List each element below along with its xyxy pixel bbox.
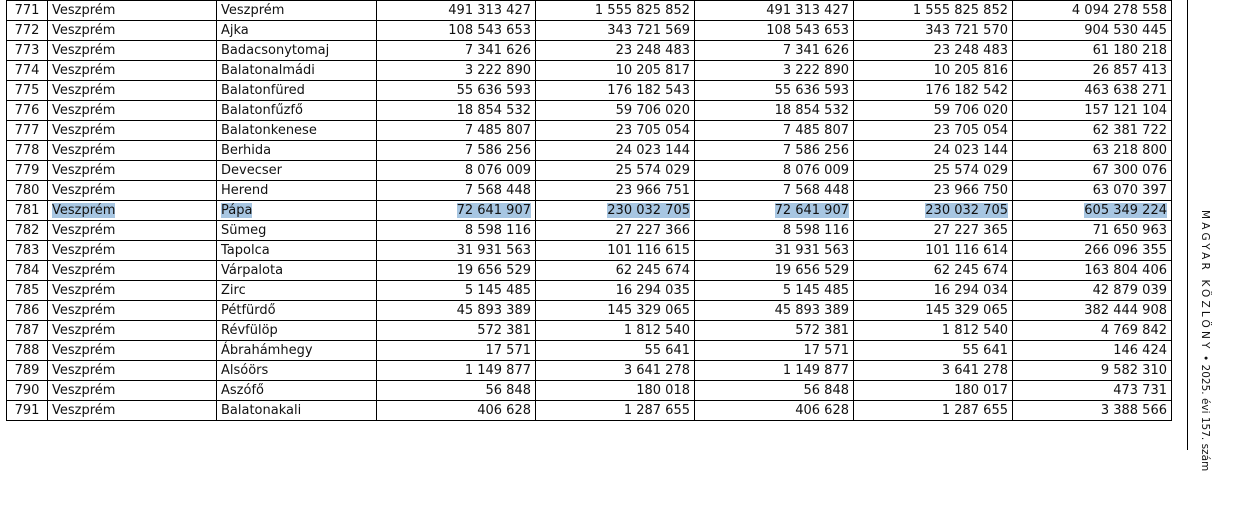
value-cell-3: 108 543 653 [695, 21, 854, 41]
town-cell: Alsóörs [217, 361, 377, 381]
value-cell-2: 1 287 655 [536, 401, 695, 421]
value-cell-4 [854, 201, 1013, 221]
table-row [7, 121, 1172, 141]
value-cell-3: 55 636 593 [695, 81, 854, 101]
table-row [7, 21, 1172, 41]
value-cell-4: 3 641 278 [854, 361, 1013, 381]
value-cell-total: 9 582 310 [1013, 361, 1172, 381]
county-cell [48, 201, 217, 221]
highlighted-text: Pápa [221, 203, 253, 218]
value-cell-total: 473 731 [1013, 381, 1172, 401]
value-cell-2: 343 721 569 [536, 21, 695, 41]
row-number: 771 [7, 1, 48, 21]
value-cell-total: 157 121 104 [1013, 101, 1172, 121]
county-cell: Veszprém [48, 61, 217, 81]
table-row [7, 41, 1172, 61]
value-cell-4: 23 966 750 [854, 181, 1013, 201]
town-cell: Ábrahámhegy [217, 341, 377, 361]
town-cell: Badacsonytomaj [217, 41, 377, 61]
county-cell: Veszprém [48, 221, 217, 241]
table-row [7, 81, 1172, 101]
town-cell: Várpalota [217, 261, 377, 281]
value-cell-1: 45 893 389 [377, 301, 536, 321]
table-row [7, 361, 1172, 381]
value-cell-4: 25 574 029 [854, 161, 1013, 181]
county-cell: Veszprém [48, 1, 217, 21]
town-cell: Ajka [217, 21, 377, 41]
row-number: 772 [7, 21, 48, 41]
highlighted-text: 72 641 907 [774, 203, 849, 218]
town-cell: Veszprém [217, 1, 377, 21]
issue-number: 2025. évi 157. szám [1199, 364, 1211, 472]
table-row [7, 161, 1172, 181]
county-cell: Veszprém [48, 181, 217, 201]
value-cell-1: 7 485 807 [377, 121, 536, 141]
county-cell: Veszprém [48, 241, 217, 261]
county-cell: Veszprém [48, 381, 217, 401]
value-cell-total: 3 388 566 [1013, 401, 1172, 421]
value-cell-4: 62 245 674 [854, 261, 1013, 281]
value-cell-3: 5 145 485 [695, 281, 854, 301]
town-cell: Aszófő [217, 381, 377, 401]
value-cell-4: 145 329 065 [854, 301, 1013, 321]
value-cell-4: 16 294 034 [854, 281, 1013, 301]
row-number: 777 [7, 121, 48, 141]
value-cell-3: 31 931 563 [695, 241, 854, 261]
value-cell-2: 23 705 054 [536, 121, 695, 141]
value-cell-total: 62 381 722 [1013, 121, 1172, 141]
value-cell-2: 24 023 144 [536, 141, 695, 161]
value-cell-3: 8 076 009 [695, 161, 854, 181]
town-cell: Tapolca [217, 241, 377, 261]
county-cell: Veszprém [48, 401, 217, 421]
value-cell-total: 904 530 445 [1013, 21, 1172, 41]
row-number: 785 [7, 281, 48, 301]
table-row [7, 221, 1172, 241]
town-cell: Révfülöp [217, 321, 377, 341]
county-cell: Veszprém [48, 41, 217, 61]
value-cell-total: 71 650 963 [1013, 221, 1172, 241]
table-row [7, 381, 1172, 401]
value-cell-total: 4 769 842 [1013, 321, 1172, 341]
value-cell-total: 67 300 076 [1013, 161, 1172, 181]
table-row [7, 261, 1172, 281]
value-cell-2: 55 641 [536, 341, 695, 361]
value-cell-total: 26 857 413 [1013, 61, 1172, 81]
table-row [7, 201, 1172, 221]
value-cell-1: 56 848 [377, 381, 536, 401]
value-cell-1: 406 628 [377, 401, 536, 421]
town-cell: Balatonakali [217, 401, 377, 421]
row-number: 774 [7, 61, 48, 81]
value-cell-4: 55 641 [854, 341, 1013, 361]
row-number: 779 [7, 161, 48, 181]
value-cell-1: 17 571 [377, 341, 536, 361]
value-cell-1: 31 931 563 [377, 241, 536, 261]
value-cell-2 [536, 201, 695, 221]
table-row [7, 341, 1172, 361]
header-separator: • [1199, 351, 1211, 365]
value-cell-3: 3 222 890 [695, 61, 854, 81]
value-cell-3: 491 313 427 [695, 1, 854, 21]
county-cell: Veszprém [48, 341, 217, 361]
row-number: 776 [7, 101, 48, 121]
value-cell-total: 266 096 355 [1013, 241, 1172, 261]
town-cell: Balatonfüred [217, 81, 377, 101]
value-cell-1: 19 656 529 [377, 261, 536, 281]
highlighted-text: 605 349 224 [1084, 203, 1167, 218]
value-cell-1: 8 598 116 [377, 221, 536, 241]
value-cell-1: 572 381 [377, 321, 536, 341]
table-row [7, 141, 1172, 161]
value-cell-2: 23 966 751 [536, 181, 695, 201]
value-cell-2: 23 248 483 [536, 41, 695, 61]
municipality-table [6, 0, 1172, 421]
value-cell-total: 61 180 218 [1013, 41, 1172, 61]
table-row [7, 101, 1172, 121]
journal-title: MAGYAR KÖZLÖNY [1199, 210, 1211, 352]
value-cell-2: 62 245 674 [536, 261, 695, 281]
value-cell-1 [377, 201, 536, 221]
county-cell: Veszprém [48, 141, 217, 161]
row-number: 780 [7, 181, 48, 201]
value-cell-3: 45 893 389 [695, 301, 854, 321]
value-cell-2: 176 182 543 [536, 81, 695, 101]
town-cell: Balatonalmádi [217, 61, 377, 81]
value-cell-total: 63 070 397 [1013, 181, 1172, 201]
value-cell-1: 18 854 532 [377, 101, 536, 121]
value-cell-4: 23 248 483 [854, 41, 1013, 61]
town-cell: Herend [217, 181, 377, 201]
value-cell-4: 10 205 816 [854, 61, 1013, 81]
value-cell-4: 23 705 054 [854, 121, 1013, 141]
value-cell-1: 7 586 256 [377, 141, 536, 161]
value-cell-3: 8 598 116 [695, 221, 854, 241]
town-cell: Devecser [217, 161, 377, 181]
town-cell: Balatonkenese [217, 121, 377, 141]
county-cell: Veszprém [48, 301, 217, 321]
value-cell-4: 27 227 365 [854, 221, 1013, 241]
row-number: 781 [7, 201, 48, 221]
value-cell-total [1013, 201, 1172, 221]
value-cell-3: 572 381 [695, 321, 854, 341]
table-row [7, 301, 1172, 321]
highlighted-text: 230 032 705 [925, 203, 1008, 218]
value-cell-4: 101 116 614 [854, 241, 1013, 261]
town-cell: Berhida [217, 141, 377, 161]
row-number: 778 [7, 141, 48, 161]
town-cell: Pétfürdő [217, 301, 377, 321]
value-cell-total: 63 218 800 [1013, 141, 1172, 161]
value-cell-4: 1 287 655 [854, 401, 1013, 421]
value-cell-2: 10 205 817 [536, 61, 695, 81]
row-number: 789 [7, 361, 48, 381]
value-cell-3 [695, 201, 854, 221]
row-number: 790 [7, 381, 48, 401]
town-cell: Zirc [217, 281, 377, 301]
value-cell-1: 108 543 653 [377, 21, 536, 41]
highlighted-text: 230 032 705 [607, 203, 690, 218]
county-cell: Veszprém [48, 81, 217, 101]
county-cell: Veszprém [48, 261, 217, 281]
county-cell: Veszprém [48, 321, 217, 341]
highlighted-text: Veszprém [52, 203, 116, 218]
row-number: 788 [7, 341, 48, 361]
county-cell: Veszprém [48, 101, 217, 121]
value-cell-3: 7 568 448 [695, 181, 854, 201]
row-number: 787 [7, 321, 48, 341]
table-row [7, 281, 1172, 301]
table-body [7, 1, 1172, 421]
table-row [7, 181, 1172, 201]
value-cell-4: 1 812 540 [854, 321, 1013, 341]
value-cell-1: 5 145 485 [377, 281, 536, 301]
value-cell-3: 1 149 877 [695, 361, 854, 381]
value-cell-4: 176 182 542 [854, 81, 1013, 101]
value-cell-4: 24 023 144 [854, 141, 1013, 161]
town-cell: Balatonfűzfő [217, 101, 377, 121]
value-cell-4: 180 017 [854, 381, 1013, 401]
county-cell: Veszprém [48, 121, 217, 141]
value-cell-2: 1 812 540 [536, 321, 695, 341]
town-cell [217, 201, 377, 221]
county-cell: Veszprém [48, 361, 217, 381]
value-cell-2: 25 574 029 [536, 161, 695, 181]
value-cell-3: 18 854 532 [695, 101, 854, 121]
value-cell-3: 7 586 256 [695, 141, 854, 161]
row-number: 786 [7, 301, 48, 321]
value-cell-2: 59 706 020 [536, 101, 695, 121]
value-cell-4: 343 721 570 [854, 21, 1013, 41]
value-cell-4: 59 706 020 [854, 101, 1013, 121]
county-cell: Veszprém [48, 21, 217, 41]
value-cell-1: 55 636 593 [377, 81, 536, 101]
running-header [1199, 210, 1211, 471]
margin-rule [1187, 0, 1188, 450]
row-number: 791 [7, 401, 48, 421]
value-cell-3: 56 848 [695, 381, 854, 401]
table-row [7, 321, 1172, 341]
value-cell-1: 1 149 877 [377, 361, 536, 381]
value-cell-1: 3 222 890 [377, 61, 536, 81]
row-number: 782 [7, 221, 48, 241]
value-cell-4: 1 555 825 852 [854, 1, 1013, 21]
value-cell-3: 7 485 807 [695, 121, 854, 141]
row-number: 783 [7, 241, 48, 261]
value-cell-3: 7 341 626 [695, 41, 854, 61]
county-cell: Veszprém [48, 281, 217, 301]
value-cell-2: 16 294 035 [536, 281, 695, 301]
value-cell-total: 463 638 271 [1013, 81, 1172, 101]
table-row [7, 401, 1172, 421]
table-row [7, 241, 1172, 261]
row-number: 775 [7, 81, 48, 101]
value-cell-1: 491 313 427 [377, 1, 536, 21]
value-cell-2: 101 116 615 [536, 241, 695, 261]
value-cell-total: 382 444 908 [1013, 301, 1172, 321]
table-row [7, 61, 1172, 81]
value-cell-total: 146 424 [1013, 341, 1172, 361]
value-cell-1: 7 341 626 [377, 41, 536, 61]
town-cell: Sümeg [217, 221, 377, 241]
value-cell-total: 4 094 278 558 [1013, 1, 1172, 21]
county-cell: Veszprém [48, 161, 217, 181]
value-cell-2: 180 018 [536, 381, 695, 401]
row-number: 773 [7, 41, 48, 61]
value-cell-2: 1 555 825 852 [536, 1, 695, 21]
value-cell-3: 19 656 529 [695, 261, 854, 281]
value-cell-3: 406 628 [695, 401, 854, 421]
value-cell-2: 145 329 065 [536, 301, 695, 321]
value-cell-2: 3 641 278 [536, 361, 695, 381]
value-cell-total: 163 804 406 [1013, 261, 1172, 281]
value-cell-3: 17 571 [695, 341, 854, 361]
value-cell-1: 7 568 448 [377, 181, 536, 201]
row-number: 784 [7, 261, 48, 281]
value-cell-1: 8 076 009 [377, 161, 536, 181]
table-row [7, 1, 1172, 21]
value-cell-total: 42 879 039 [1013, 281, 1172, 301]
value-cell-2: 27 227 366 [536, 221, 695, 241]
highlighted-text: 72 641 907 [456, 203, 531, 218]
